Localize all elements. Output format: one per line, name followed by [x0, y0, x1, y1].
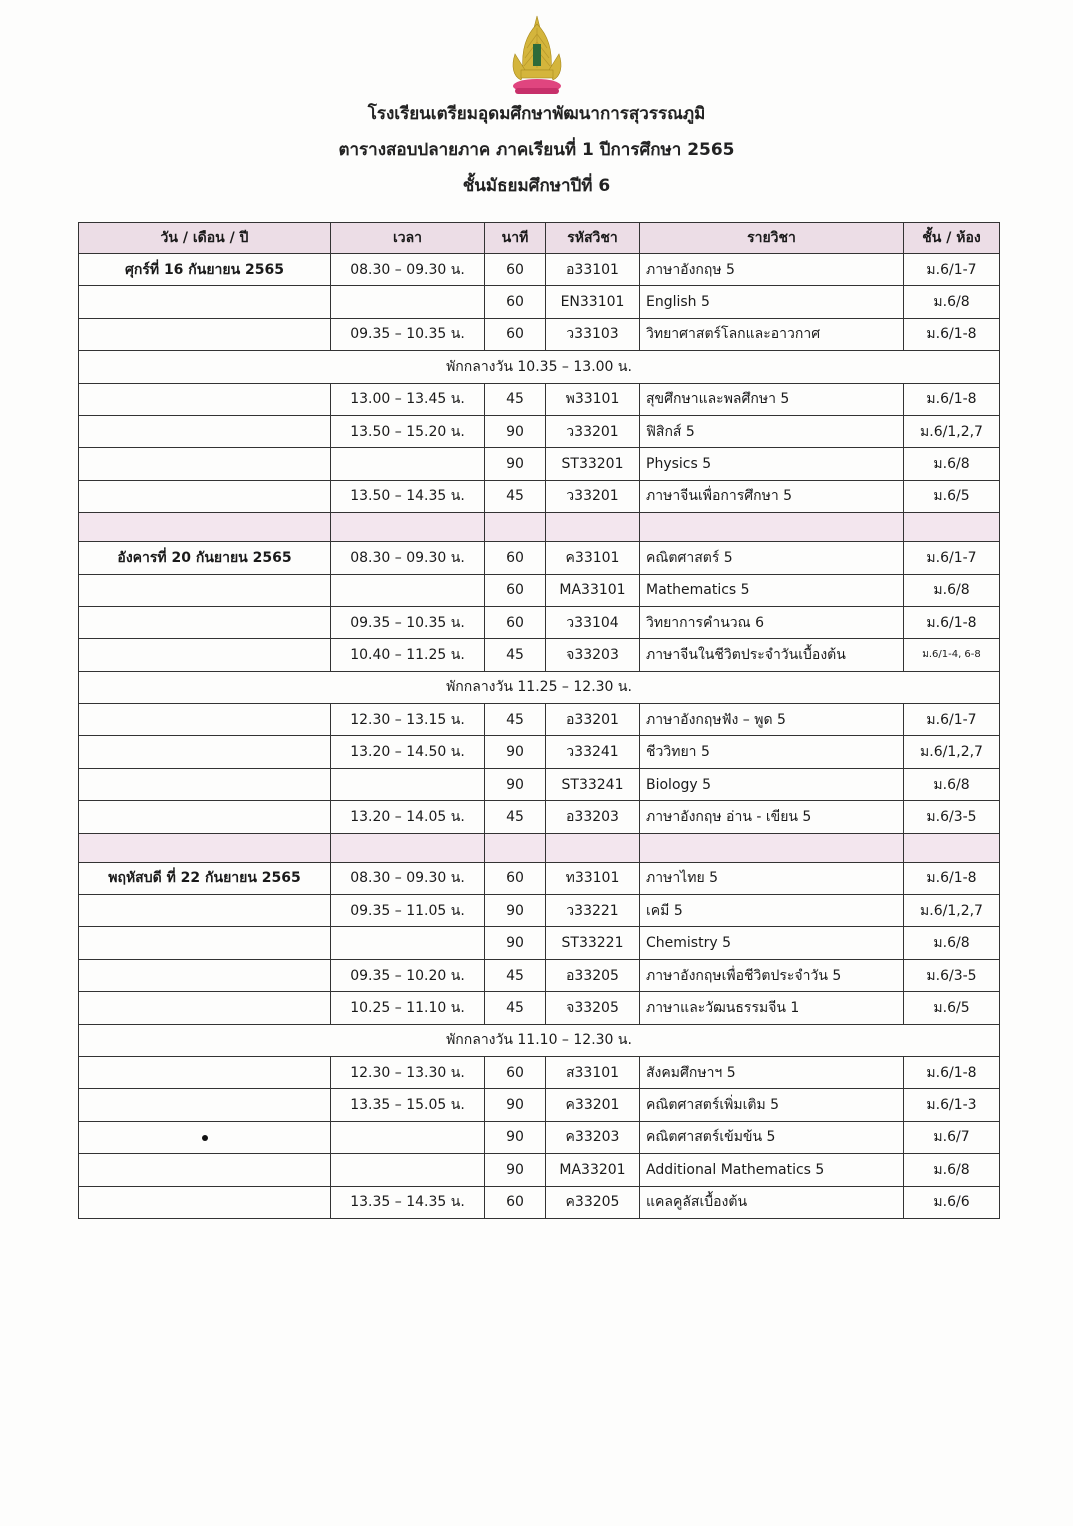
subject-code-cell: อ33101 — [546, 254, 640, 286]
exam-minutes-cell: 45 — [485, 801, 546, 833]
class-room-cell: ม.6/8 — [904, 1154, 1000, 1186]
subject-code-cell: ท33101 — [546, 862, 640, 894]
schedule-title: ตารางสอบปลายภาค ภาคเรียนที่ 1 ปีการศึกษา 2565 — [338, 140, 735, 160]
table-body — [79, 254, 1000, 1219]
subject-code-cell: MA33101 — [546, 574, 640, 606]
exam-time-cell: 13.35 – 14.35 น. — [331, 1186, 485, 1218]
exam-date-cell — [79, 448, 331, 480]
class-room-cell: ม.6/1-8 — [904, 1056, 1000, 1088]
class-room-cell: ม.6/6 — [904, 1186, 1000, 1218]
exam-date-cell — [79, 480, 331, 512]
class-room-cell: ม.6/8 — [904, 768, 1000, 800]
separator-cell — [485, 513, 546, 542]
column-header-subject: รายวิชา — [640, 223, 904, 254]
day-separator-row — [79, 833, 1000, 862]
exam-time-cell: 08.30 – 09.30 น. — [331, 254, 485, 286]
school-emblem-logo — [507, 14, 567, 100]
exam-date-cell — [79, 1154, 331, 1186]
table-row — [79, 286, 1000, 318]
subject-name-cell: Biology 5 — [640, 768, 904, 800]
separator-cell — [331, 833, 485, 862]
class-room-cell: ม.6/8 — [904, 927, 1000, 959]
class-room-cell: ม.6/3-5 — [904, 959, 1000, 991]
table-row — [79, 801, 1000, 833]
exam-date-cell — [79, 318, 331, 350]
separator-cell — [546, 513, 640, 542]
exam-time-cell: 13.00 – 13.45 น. — [331, 383, 485, 415]
exam-date-cell: อังคารที่ 20 กันยายน 2565 — [79, 542, 331, 574]
exam-minutes-cell: 60 — [485, 574, 546, 606]
exam-minutes-cell: 45 — [485, 992, 546, 1024]
separator-cell — [79, 513, 331, 542]
exam-minutes-cell: 60 — [485, 862, 546, 894]
exam-time-cell: 12.30 – 13.30 น. — [331, 1056, 485, 1088]
subject-code-cell: จ33203 — [546, 639, 640, 671]
subject-name-cell: ภาษาอังกฤษฟัง – พูด 5 — [640, 704, 904, 736]
exam-date-cell — [79, 1186, 331, 1218]
table-row — [79, 448, 1000, 480]
class-room-cell: ม.6/1,2,7 — [904, 895, 1000, 927]
exam-date-cell — [79, 606, 331, 638]
table-row — [79, 768, 1000, 800]
subject-name-cell: ภาษาจีนเพื่อการศึกษา 5 — [640, 480, 904, 512]
exam-date-cell — [79, 1089, 331, 1121]
grade-title: ชั้นมัธยมศึกษาปีที่ 6 — [462, 176, 611, 196]
class-room-cell: ม.6/3-5 — [904, 801, 1000, 833]
table-row — [79, 318, 1000, 350]
exam-date-cell — [79, 801, 331, 833]
subject-name-cell: วิทยาศาสตร์โลกและอาวกาศ — [640, 318, 904, 350]
column-header-time: เวลา — [331, 223, 485, 254]
subject-code-cell: ค33203 — [546, 1121, 640, 1153]
exam-minutes-cell: 90 — [485, 895, 546, 927]
subject-name-cell: ฟิสิกส์ 5 — [640, 415, 904, 447]
exam-minutes-cell: 45 — [485, 383, 546, 415]
exam-minutes-cell: 60 — [485, 1056, 546, 1088]
class-room-cell: ม.6/1-7 — [904, 254, 1000, 286]
table-row — [79, 736, 1000, 768]
class-room-cell: ม.6/1-8 — [904, 606, 1000, 638]
subject-code-cell: อ33203 — [546, 801, 640, 833]
subject-name-cell: ภาษาและวัฒนธรรมจีน 1 — [640, 992, 904, 1024]
class-room-cell: ม.6/1-3 — [904, 1089, 1000, 1121]
table-row — [79, 1121, 1000, 1153]
separator-cell — [640, 513, 904, 542]
exam-time-cell — [331, 1121, 485, 1153]
subject-code-cell: ค33205 — [546, 1186, 640, 1218]
subject-name-cell: ภาษาอังกฤษ อ่าน - เขียน 5 — [640, 801, 904, 833]
exam-date-cell — [79, 768, 331, 800]
subject-code-cell: ว33103 — [546, 318, 640, 350]
lunch-break-label: พักกลางวัน 11.10 – 12.30 น. — [79, 1024, 1000, 1056]
column-header-date: วัน / เดือน / ปี — [79, 223, 331, 254]
exam-minutes-cell: 90 — [485, 1089, 546, 1121]
column-header-code: รหัสวิชา — [546, 223, 640, 254]
subject-name-cell: สุขศึกษาและพลศึกษา 5 — [640, 383, 904, 415]
exam-schedule-table — [78, 222, 1000, 1219]
exam-minutes-cell: 60 — [485, 542, 546, 574]
table-row — [79, 574, 1000, 606]
school-name-title: โรงเรียนเตรียมอุดมศึกษาพัฒนาการสุวรรณภูมิ — [367, 104, 706, 124]
exam-date-cell — [79, 895, 331, 927]
separator-cell — [904, 833, 1000, 862]
separator-cell — [546, 833, 640, 862]
lunch-break-label: พักกลางวัน 10.35 – 13.00 น. — [79, 351, 1000, 383]
table-row — [79, 927, 1000, 959]
class-room-cell: ม.6/7 — [904, 1121, 1000, 1153]
exam-date-cell — [79, 383, 331, 415]
subject-code-cell: พ33101 — [546, 383, 640, 415]
exam-date-cell — [79, 1121, 331, 1153]
class-room-cell: ม.6/1-7 — [904, 704, 1000, 736]
table-header-row — [79, 223, 1000, 254]
subject-name-cell: Mathematics 5 — [640, 574, 904, 606]
lunch-break-row — [79, 351, 1000, 383]
table-row — [79, 542, 1000, 574]
table-row — [79, 415, 1000, 447]
class-room-cell: ม.6/8 — [904, 448, 1000, 480]
subject-code-cell: อ33201 — [546, 704, 640, 736]
class-room-cell: ม.6/8 — [904, 286, 1000, 318]
exam-time-cell — [331, 768, 485, 800]
exam-minutes-cell: 45 — [485, 959, 546, 991]
class-room-cell: ม.6/5 — [904, 480, 1000, 512]
subject-code-cell: ค33201 — [546, 1089, 640, 1121]
exam-time-cell: 09.35 – 11.05 น. — [331, 895, 485, 927]
subject-name-cell: English 5 — [640, 286, 904, 318]
table-row — [79, 992, 1000, 1024]
exam-date-cell — [79, 992, 331, 1024]
exam-date-cell: ศุกร์ที่ 16 กันยายน 2565 — [79, 254, 331, 286]
exam-time-cell: 13.20 – 14.50 น. — [331, 736, 485, 768]
table-row — [79, 254, 1000, 286]
exam-minutes-cell: 60 — [485, 286, 546, 318]
exam-minutes-cell: 60 — [485, 1186, 546, 1218]
exam-time-cell — [331, 574, 485, 606]
column-header-minutes: นาที — [485, 223, 546, 254]
separator-cell — [485, 833, 546, 862]
subject-code-cell: อ33205 — [546, 959, 640, 991]
subject-name-cell: Chemistry 5 — [640, 927, 904, 959]
class-room-cell: ม.6/1-8 — [904, 383, 1000, 415]
subject-code-cell: MA33201 — [546, 1154, 640, 1186]
lunch-break-label: พักกลางวัน 11.25 – 12.30 น. — [79, 671, 1000, 703]
subject-code-cell: ว33201 — [546, 480, 640, 512]
exam-minutes-cell: 60 — [485, 606, 546, 638]
exam-date-cell — [79, 927, 331, 959]
subject-code-cell: ว33201 — [546, 415, 640, 447]
exam-time-cell: 09.35 – 10.35 น. — [331, 318, 485, 350]
subject-name-cell: ภาษาไทย 5 — [640, 862, 904, 894]
exam-time-cell: 08.30 – 09.30 น. — [331, 542, 485, 574]
exam-time-cell: 09.35 – 10.35 น. — [331, 606, 485, 638]
table-row — [79, 606, 1000, 638]
exam-date-cell — [79, 959, 331, 991]
exam-time-cell: 12.30 – 13.15 น. — [331, 704, 485, 736]
subject-code-cell: ส33101 — [546, 1056, 640, 1088]
exam-date-cell — [79, 736, 331, 768]
exam-time-cell — [331, 927, 485, 959]
exam-time-cell: 13.50 – 15.20 น. — [331, 415, 485, 447]
exam-time-cell: 13.35 – 15.05 น. — [331, 1089, 485, 1121]
exam-time-cell — [331, 448, 485, 480]
exam-time-cell: 10.40 – 11.25 น. — [331, 639, 485, 671]
separator-cell — [640, 833, 904, 862]
subject-code-cell: ว33104 — [546, 606, 640, 638]
exam-date-cell: พฤหัสบดี ที่ 22 กันยายน 2565 — [79, 862, 331, 894]
exam-minutes-cell: 90 — [485, 1121, 546, 1153]
subject-name-cell: คณิตศาสตร์เพิ่มเติม 5 — [640, 1089, 904, 1121]
class-room-cell: ม.6/1-8 — [904, 318, 1000, 350]
separator-cell — [904, 513, 1000, 542]
class-room-cell: ม.6/1,2,7 — [904, 736, 1000, 768]
class-room-cell: ม.6/1-4, 6-8 — [904, 639, 1000, 671]
exam-time-cell: 08.30 – 09.30 น. — [331, 862, 485, 894]
exam-date-cell — [79, 286, 331, 318]
subject-code-cell: ว33241 — [546, 736, 640, 768]
class-room-cell: ม.6/5 — [904, 992, 1000, 1024]
exam-date-cell — [79, 704, 331, 736]
exam-minutes-cell: 90 — [485, 736, 546, 768]
exam-minutes-cell: 90 — [485, 1154, 546, 1186]
subject-code-cell: จ33205 — [546, 992, 640, 1024]
exam-time-cell: 13.50 – 14.35 น. — [331, 480, 485, 512]
bullet-mark — [202, 1135, 208, 1141]
class-room-cell: ม.6/1-7 — [904, 542, 1000, 574]
separator-cell — [79, 833, 331, 862]
subject-code-cell: ค33101 — [546, 542, 640, 574]
table-row — [79, 480, 1000, 512]
exam-date-cell — [79, 1056, 331, 1088]
day-separator-row — [79, 513, 1000, 542]
subject-code-cell: ST33201 — [546, 448, 640, 480]
exam-minutes-cell: 45 — [485, 704, 546, 736]
exam-time-cell: 10.25 – 11.10 น. — [331, 992, 485, 1024]
table-row — [79, 704, 1000, 736]
lunch-break-row — [79, 1024, 1000, 1056]
subject-code-cell: ST33221 — [546, 927, 640, 959]
table-row — [79, 1186, 1000, 1218]
subject-name-cell: Additional Mathematics 5 — [640, 1154, 904, 1186]
subject-name-cell: แคลคูลัสเบื้องต้น — [640, 1186, 904, 1218]
exam-minutes-cell: 60 — [485, 318, 546, 350]
separator-cell — [331, 513, 485, 542]
subject-name-cell: ภาษาอังกฤษ 5 — [640, 254, 904, 286]
subject-name-cell: ภาษาจีนในชีวิตประจำวันเบื้องต้น — [640, 639, 904, 671]
table-row — [79, 639, 1000, 671]
exam-date-cell — [79, 574, 331, 606]
subject-name-cell: Physics 5 — [640, 448, 904, 480]
column-header-room: ชั้น / ห้อง — [904, 223, 1000, 254]
table-row — [79, 959, 1000, 991]
table-row — [79, 383, 1000, 415]
subject-name-cell: สังคมศึกษาฯ 5 — [640, 1056, 904, 1088]
exam-time-cell — [331, 286, 485, 318]
subject-code-cell: ST33241 — [546, 768, 640, 800]
table-row — [79, 862, 1000, 894]
exam-minutes-cell: 60 — [485, 254, 546, 286]
exam-minutes-cell: 90 — [485, 927, 546, 959]
lunch-break-row — [79, 671, 1000, 703]
subject-name-cell: เคมี 5 — [640, 895, 904, 927]
exam-minutes-cell: 90 — [485, 768, 546, 800]
table-row — [79, 1056, 1000, 1088]
subject-name-cell: คณิตศาสตร์เข้มข้น 5 — [640, 1121, 904, 1153]
subject-name-cell: วิทยาการคำนวณ 6 — [640, 606, 904, 638]
subject-name-cell: คณิตศาสตร์ 5 — [640, 542, 904, 574]
class-room-cell: ม.6/8 — [904, 574, 1000, 606]
subject-code-cell: EN33101 — [546, 286, 640, 318]
exam-minutes-cell: 90 — [485, 415, 546, 447]
subject-name-cell: ภาษาอังกฤษเพื่อชีวิตประจำวัน 5 — [640, 959, 904, 991]
table-row — [79, 1089, 1000, 1121]
exam-date-cell — [79, 639, 331, 671]
exam-time-cell — [331, 1154, 485, 1186]
exam-date-cell — [79, 415, 331, 447]
subject-code-cell: ว33221 — [546, 895, 640, 927]
exam-time-cell: 09.35 – 10.20 น. — [331, 959, 485, 991]
exam-minutes-cell: 45 — [485, 639, 546, 671]
exam-minutes-cell: 45 — [485, 480, 546, 512]
exam-time-cell: 13.20 – 14.05 น. — [331, 801, 485, 833]
table-row — [79, 895, 1000, 927]
class-room-cell: ม.6/1-8 — [904, 862, 1000, 894]
exam-minutes-cell: 90 — [485, 448, 546, 480]
table-row — [79, 1154, 1000, 1186]
class-room-cell: ม.6/1,2,7 — [904, 415, 1000, 447]
subject-name-cell: ชีววิทยา 5 — [640, 736, 904, 768]
